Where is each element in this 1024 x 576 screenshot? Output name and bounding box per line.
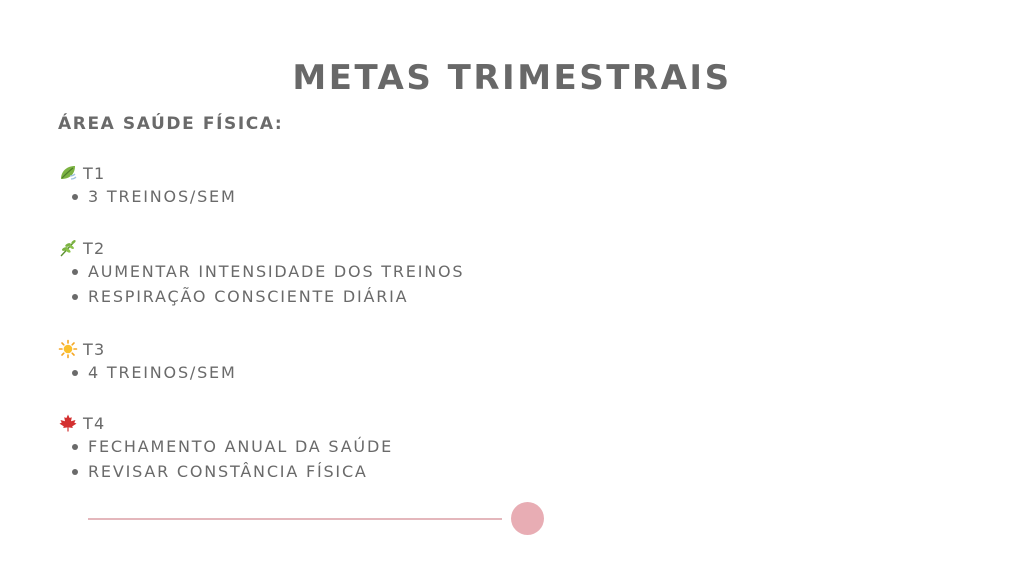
area-title: ÁREA SAÚDE FÍSICA: [58,114,284,134]
maple-leaf-icon [58,413,78,433]
herb-icon [58,238,78,258]
decorative-divider-line [88,518,502,520]
bullet-icon [72,294,78,300]
leaf-wind-icon [58,163,78,183]
bullet-icon [72,269,78,275]
quarter-heading [58,412,393,434]
quarter-label: T1 [83,163,106,183]
sun-icon [58,339,78,359]
bullet-icon [72,370,78,376]
bullet-icon [72,444,78,450]
quarter-label: T2 [83,238,106,258]
goal-item [58,284,464,309]
quarter-t2 [58,237,464,309]
goal-item [58,184,237,209]
goal-text: REVISAR CONSTÂNCIA FÍSICA [88,462,368,481]
bullet-icon [72,194,78,200]
quarter-t3 [58,338,237,385]
quarter-heading [58,237,464,259]
page-title: METAS TRIMESTRAIS [292,58,732,98]
goal-text: 4 TREINOS/SEM [88,363,237,382]
goal-item [58,259,464,284]
bullet-icon [72,469,78,475]
goal-text: AUMENTAR INTENSIDADE DOS TREINOS [88,262,465,281]
quarter-t1 [58,162,237,209]
quarter-label: T3 [83,339,106,359]
goal-item [58,360,237,385]
decorative-dot [511,502,544,535]
quarter-t4 [58,412,393,484]
quarter-heading [58,338,237,360]
goal-item [58,459,393,484]
quarter-label: T4 [83,413,106,433]
goal-text: 3 TREINOS/SEM [88,187,237,206]
quarter-heading [58,162,237,184]
goal-text: RESPIRAÇÃO CONSCIENTE DIÁRIA [88,287,409,306]
goal-item [58,434,393,459]
goal-text: FECHAMENTO ANUAL DA SAÚDE [88,437,393,456]
